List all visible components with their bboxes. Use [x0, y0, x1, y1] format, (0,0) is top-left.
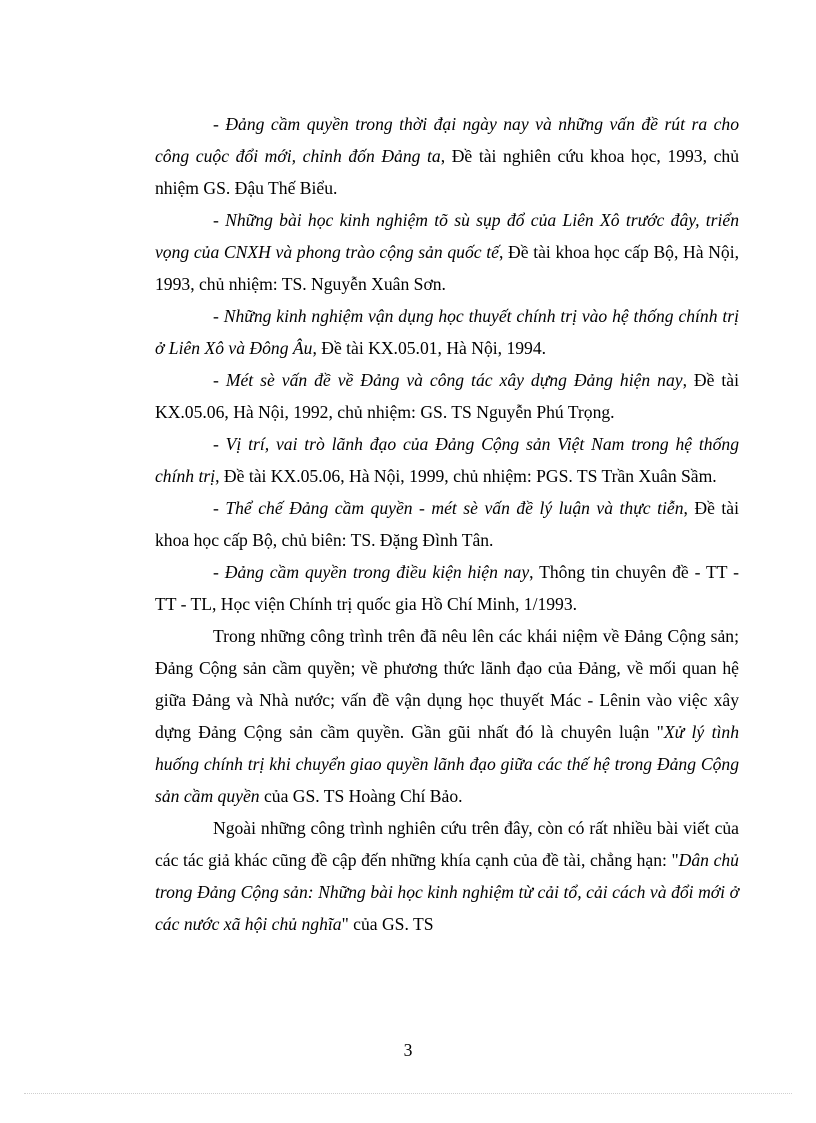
reference-details: , Đề tài khoa học cấp Bộ, chủ biên: TS. Đặng Đình Tân.	[155, 498, 739, 550]
reference-title: - Mét sè vấn đề về Đảng và công tác xây dựng Đảng hiện nay	[213, 370, 683, 390]
article-author: " của GS. TS	[341, 914, 434, 934]
reference-paragraph	[155, 364, 739, 428]
reference-details: , Đề tài KX.05.01, Hà Nội, 1994.	[312, 338, 547, 358]
reference-title: - Vị trí, vai trò lãnh đạo của Đảng Cộng sản Việt Nam trong hệ thống chính trị	[155, 434, 739, 486]
reference-details: , Đề tài nghiên cứu khoa học, 1993, chủ nhiệm GS. Đậu Thế Biểu.	[155, 146, 740, 198]
body-text	[155, 108, 739, 940]
reference-title: - Những kinh nghiệm vận dụng học thuyết chính trị vào hệ thống chính trị ở Liên Xô và Đông Âu	[155, 306, 739, 358]
reference-details: , Đề tài KX.05.06, Hà Nội, 1999, chủ nhiệm: PGS. TS Trần Xuân Sầm.	[215, 466, 717, 486]
additional-works-paragraph	[155, 812, 739, 940]
reference-title: - Những bài học kinh nghiệm tõ sù sụp đổ của Liên Xô trước đây, triển vọng của CNXH và phong trào cộng sản quốc tế	[155, 210, 739, 262]
summary-author: của GS. TS Hoàng Chí Bảo.	[259, 786, 463, 806]
summary-text: Trong những công trình trên đã nêu lên các khái niệm về Đảng Cộng sản; Đảng Cộng sản cầm quyền; về phương thức lãnh đạo của Đảng, về mối quan hệ giữa Đảng và Nhà nước; vấn đề vận dụng học thuyết Mác - Lênin vào việc xây dựng Đảng Cộng sản cầm quyền. Gần gũi nhất đó là chuyên luận "	[155, 626, 739, 742]
page-number: 3	[403, 1040, 413, 1060]
reference-details: , Đề tài khoa học cấp Bộ, Hà Nội, 1993, chủ nhiệm: TS. Nguyễn Xuân Sơn.	[155, 242, 740, 294]
additional-works-text: Ngoài những công trình nghiên cứu trên đây, còn có rất nhiều bài viết của các tác giả khác cũng đề cập đến những khía cạnh của đề tài, chẳng hạn: "	[155, 818, 739, 870]
page-bottom-divider	[24, 1093, 792, 1094]
reference-title: - Đảng cầm quyền trong điều kiện hiện nay	[213, 562, 530, 582]
reference-paragraph	[155, 108, 739, 204]
reference-title: - Đảng cầm quyền trong thời đại ngày nay và những vấn đề rút ra cho công cuộc đổi mới, chỉnh đốn Đảng ta	[155, 114, 739, 166]
summary-paragraph	[155, 620, 739, 812]
reference-title: - Thể chế Đảng cầm quyền - mét sè vấn đề lý luận và thực tiễn	[213, 498, 684, 518]
reference-details: , Thông tin chuyên đề - TT - TT - TL, Học viện Chính trị quốc gia Hồ Chí Minh, 1/1993.	[155, 562, 739, 614]
reference-paragraph	[155, 492, 739, 556]
reference-paragraph	[155, 204, 739, 300]
article-title: Dân chủ trong Đảng Cộng sản: Những bài học kinh nghiệm từ cải tổ, cải cách và đổi mới ở các nước xã hội chủ nghĩa	[155, 850, 739, 934]
monograph-title: Xử lý tình huống chính trị khi chuyển giao quyền lãnh đạo giữa các thế hệ trong Đảng Cộng sản cầm quyền	[155, 722, 739, 806]
reference-paragraph	[155, 556, 739, 620]
reference-paragraph	[155, 428, 739, 492]
reference-paragraph	[155, 300, 739, 364]
reference-details: , Đề tài KX.05.06, Hà Nội, 1992, chủ nhiệm: GS. TS Nguyễn Phú Trọng.	[155, 370, 739, 422]
